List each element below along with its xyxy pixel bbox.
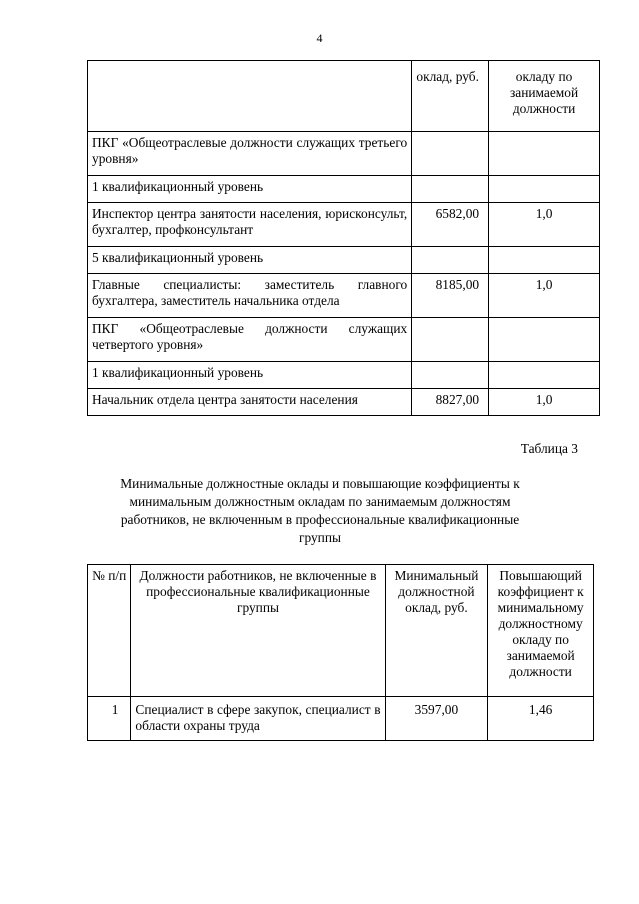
cell-position: Главные специалисты: заместитель главного бухгалтера, заместитель начальника отдела: [88, 274, 412, 318]
table-row: [88, 697, 594, 741]
table-row: [88, 362, 600, 389]
table-3-label: Таблица 3: [520, 441, 578, 456]
table-row: [88, 274, 600, 318]
cell-coefficient: [489, 176, 600, 203]
cell-coefficient: [489, 132, 600, 176]
cell-position: Специалист в сфере закупок, специалист в области охраны труда: [131, 697, 385, 741]
cell-position: 1 квалификационный уровень: [88, 362, 412, 389]
cell-salary: [412, 176, 489, 203]
header-number: № п/п: [88, 565, 131, 697]
cell-salary: 8185,00: [412, 274, 489, 318]
header-coefficient: окладу по занимаемой должности: [489, 61, 600, 132]
cell-coefficient: 1,0: [489, 203, 600, 247]
table-header-row: [88, 61, 600, 132]
cell-position: ПКГ «Общеотраслевые должности служащих четвертого уровня»: [88, 318, 412, 362]
table-header-row: [88, 565, 594, 697]
cell-position: Начальник отдела центра занятости населения: [88, 389, 412, 416]
table-row: [88, 247, 600, 274]
header-position: [88, 61, 412, 132]
cell-coefficient: [489, 318, 600, 362]
cell-salary: [412, 318, 489, 362]
cell-coefficient: [489, 247, 600, 274]
table-row: [88, 176, 600, 203]
cell-salary: 3597,00: [385, 697, 488, 741]
header-salary: Минимальный должностной оклад, руб.: [385, 565, 488, 697]
cell-number: 1: [88, 697, 131, 741]
table-3-caption: Минимальные должностные оклады и повышающие коэффициенты к минимальным должностным окладам по занимаемым должностям работников, не включенным в профессиональные квалификационные группы: [120, 476, 520, 545]
salary-table-3: [87, 564, 594, 741]
cell-coefficient: 1,46: [488, 697, 594, 741]
cell-coefficient: 1,0: [489, 389, 600, 416]
header-salary: оклад, руб.: [412, 61, 489, 132]
header-coefficient: Повышающий коэффициент к минимальному должностному окладу по занимаемой должности: [488, 565, 594, 697]
cell-salary: [412, 247, 489, 274]
cell-salary: 8827,00: [412, 389, 489, 416]
cell-coefficient: [489, 362, 600, 389]
cell-salary: 6582,00: [412, 203, 489, 247]
salary-table-continued: [87, 60, 600, 416]
cell-position: 5 квалификационный уровень: [88, 247, 412, 274]
header-position: Должности работников, не включенные в профессиональные квалификационные группы: [131, 565, 385, 697]
table-row: [88, 318, 600, 362]
cell-salary: [412, 132, 489, 176]
table-row: [88, 203, 600, 247]
cell-position: 1 квалификационный уровень: [88, 176, 412, 203]
cell-position: Инспектор центра занятости населения, юрисконсульт, бухгалтер, профконсультант: [88, 203, 412, 247]
cell-coefficient: 1,0: [489, 274, 600, 318]
table-row: [88, 389, 600, 416]
cell-salary: [412, 362, 489, 389]
cell-position: ПКГ «Общеотраслевые должности служащих третьего уровня»: [88, 132, 412, 176]
table-row: [88, 132, 600, 176]
page-number: 4: [316, 31, 323, 45]
